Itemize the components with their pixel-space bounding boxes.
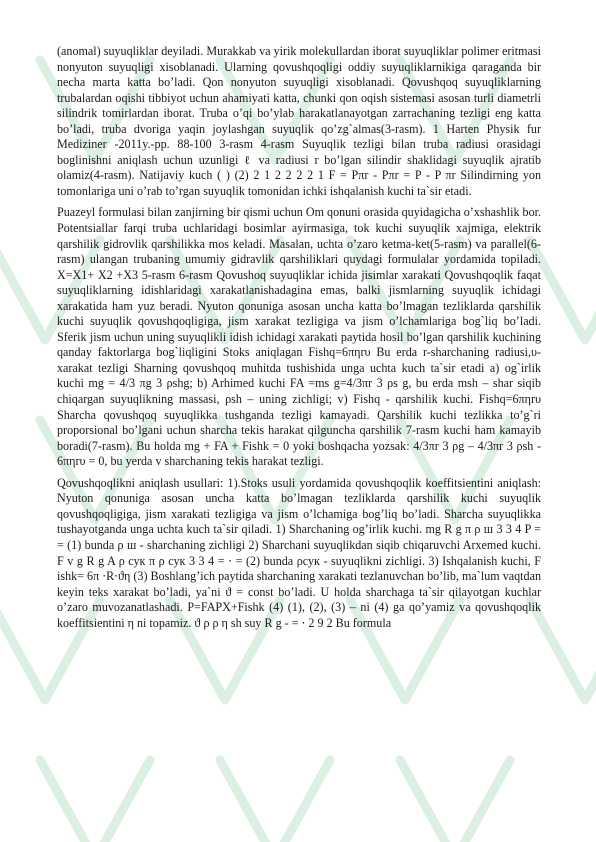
document-body bbox=[57, 44, 541, 637]
paragraph-2: Puazeyl formulasi bilan zanjirning bir qismi uchun Om qonuni orasida quyidagicha o’xshashlik bor. Potentsiallar farqi truba uchlaridagi bosimlar ayirmasiga, tok kuchi suyuqlik xajmiga, elektrik qarshilik gidrovlik qarshilikka mos keladi. Masalan, uchta o’zaro ketma-ket(5-rasm) va parallel(6-rasm) ulangan trubaning umumiy gidravlik qarshiliklari quydagi formulalar yordamida topiladi. X=X1+ X2 +X3 5-rasm 6-rasm Qovushoq suyuqliklar ichida jisimlar xarakati Qovushqoqlik faqat suyuqliklarning idishlaridagi xarakatlanishadagina emas, balki jismlarning suyuqlik ichidagi xarakatida ham yuz beradi. Nyuton qonuniga asosan uncha katta bo’lmagan tezliklarda qarshilik kuchi suyuqlik qovushqoqligiga, jism xarakat tezligiga va jism o’lchamlariga bog`liq bo’ladi. Sferik jism uchun uning suyuqlikli idish ichidagi xarakati paytida hosil bo’lgan qarshilik kuchining qanday faktorlarga bog`liqligini Stoks aniqlagan Fishq=6πηrυ Bu erda r-sharchaning radiusi,υ-xarakat tezligi Sharning qovushqoq muhitda tushishida unga uchta kuch ta`sir etadi a) og`irlik kuchi mg = 4/3 πg 3 ρshg; b) Arhimed kuchi FA =ms g=4/3πr 3 ρs g, bu erda msh – shar siqib chiqargan suyuqlikning massasi, ρsh – uning zichligi; v) Fishq - qarshilik kuchi. Fishq=6πηrυ Sharcha qovushqoq suyuqlikka tushganda tezligi kamayadi. Qarshilik kuchi tezlikka to’g`ri proporsional bo’lgani uchun sharcha tekis harakat qilguncha qarshilik 7-rasm kuchi ham kamayib boradi(7-rasm). Bu holda mg + FA + Fishk = 0 yoki boshqacha yozsak: 4/3πr 3 ρg – 4/3πr 3 ρsh - 6πηrυ = 0, bu yerda v sharchaning tekis harakat tezligi. bbox=[57, 205, 541, 469]
paragraph-1: (anomal) suyuqliklar deyiladi. Murakkab va yirik molekullardan iborat suyuqliklar polimer eritmasi nonyuton suyuqligi xisoblanadi. Ularning qovushqoqligi oddiy suyuqliklarnikiga qaraganda bir necha marta katta bo’ladi. Qon nonyuton suyuqligi xisoblanadi. Qovushqoq suyuqliklarning trubalardan oqishi tibbiyot uchun ahamiyati katta, chunki qon oqish sistemasi asosan turli diametrli silindrik tomirlardan iborat. Truba o’qi bo’ylab harakatlanayotgan zarrachaning tezligi eng katta bo’ladi, truba dvoriga yaqin joylashgan suyuqlik qo’zg`almas(3-rasm). 1 Harten Physik fur Mediziner -2011y.-pp. 88-100 3-rasm 4-rasm Suyuqlik tezligi bilan truba radiusi orasidagi boglinishni aniqlash uchun uzunligi ℓ va radiusi r bo’lgan silindir shaklidagi suyuqlik ajratib olamiz(4-rasm). Natijaviy kuch ( ) (2) 2 1 2 2 2 2 1 F = Pπr - Pπr = P - P πr Silindirning yon tomonlariga uni o’rab to’rgan suyuqlik tomonidan ichki ishqalanish kuchi ta`sir etadi. bbox=[57, 44, 541, 198]
paragraph-3: Qovushqoqlikni aniqlash usullari: 1).Stoks usuli yordamida qovushqoqlik koeffitsientini aniqlash: Nyuton qonuniga asosan uncha katta bo’lmagan tezliklarda qarshilik kuchi suyuqlik qovushqoqligiga, jism xarakati tezligiga va jism o’lchamiga bog’liq bo’ladi. Sharcha suyuqlikka tushayotganda unga uchta kuch ta`sir qiladi. 1) Sharchaning og’irlik kuchi. mg R g π ρ ш 3 3 4 P = = (1) bunda ρ ш - sharchaning zichligi 2) Sharchani suyuqlikdan siqib chiqaruvchi Arxemed kuchi. F v g R g A ρ сук π ρ сук 3 3 4 = ⋅ = (2) bunda ρсук - suyuqlikni zichligi. 3) Ishqalanish kuchi, F ishk= 6π ⋅R⋅ϑη (3) Boshlang’ich paytida sharchaning xarakati tezlanuvchan bo’lib, ma`lum vaqtdan keyin teks xarakat bo’ladi, ya`ni ϑ = const bo’ladi. U holda sharchaga ta`sir qilayotgan kuchlar o’zaro muvozanatlashadi. P=FAPX+Fishk (4) (1), (2), (3) – ni (4) ga qo’yamiz va qovushqoqlik koeffitsientini η ni topamiz. ϑ ρ ρ η sh suy R g - = ⋅ 2 9 2 Bu formula bbox=[57, 475, 541, 630]
